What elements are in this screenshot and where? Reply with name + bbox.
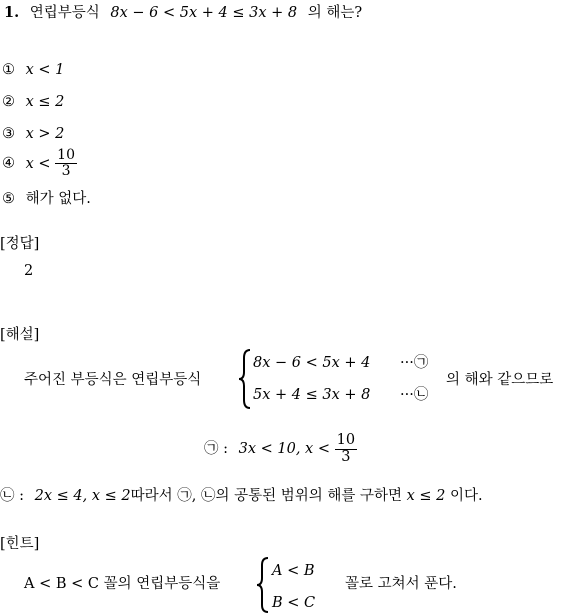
answer-value: 2: [24, 263, 34, 279]
hint-line-2: B < C: [272, 595, 316, 611]
equation-2-label: ㉡ :: [0, 488, 24, 504]
equation-2-end: 이다.: [449, 488, 483, 504]
choice-2: [2, 95, 64, 110]
choice-4-text: x <: [25, 155, 51, 172]
equation-2-text: 따라서 ㉠, ㉡의 공통된 범위의 해를 구하면: [130, 488, 402, 504]
hint-brace: [256, 556, 270, 614]
explanation-outro: 의 해와 같으므로: [446, 372, 554, 388]
choice-4-mark: ④: [2, 155, 15, 172]
explanation-header: [해설]: [0, 327, 40, 343]
system-line-2: 5x + 4 ≤ 3x + 8: [253, 387, 371, 403]
choice-3: [2, 127, 64, 142]
equation-1-numerator: 10: [336, 432, 356, 448]
choice-4: [2, 148, 77, 180]
hint-suffix: 꼴로 고쳐서 푼다.: [345, 576, 457, 592]
system-line-1-mark: ···㉠: [400, 355, 429, 371]
equation-1-denominator: 3: [341, 448, 351, 465]
question-suffix: 의 해는?: [307, 5, 363, 21]
choice-5: [2, 192, 91, 207]
choice-3-mark: ③: [2, 126, 15, 142]
equation-1-fraction: [335, 433, 357, 466]
choice-2-mark: ②: [2, 94, 15, 110]
choice-4-numerator: 10: [57, 147, 75, 163]
hint-line-1: A < B: [272, 563, 315, 579]
choice-4-denominator: 3: [61, 163, 71, 180]
equation-1-math: 3x < 10, x <: [238, 441, 330, 458]
question-number: 1.: [4, 4, 20, 21]
choice-1-text: x < 1: [25, 62, 65, 78]
choice-3-text: x > 2: [25, 126, 65, 142]
equation-1-label: ㉠ :: [204, 441, 228, 458]
equation-2: [0, 489, 483, 504]
system-brace: [238, 348, 252, 410]
hint-prefix: A < B < C 꼴의 연립부등식을: [24, 576, 221, 592]
question-prefix: 연립부등식: [29, 5, 100, 21]
question-math: 8x − 6 < 5x + 4 ≤ 3x + 8: [110, 5, 298, 21]
choice-4-fraction: [55, 148, 77, 180]
system-line-1: 8x − 6 < 5x + 4: [253, 355, 371, 371]
equation-2-result: x ≤ 2: [406, 488, 446, 504]
choice-5-mark: ⑤: [2, 191, 15, 207]
hint-header: [힌트]: [0, 536, 40, 552]
choice-1-mark: ①: [2, 62, 15, 78]
equation-1: [204, 433, 357, 466]
question-stem: [4, 6, 362, 21]
choice-5-text: 해가 없다.: [25, 191, 91, 207]
choice-1: [2, 63, 64, 78]
explanation-intro: 주어진 부등식은 연립부등식: [24, 372, 202, 388]
choice-2-text: x ≤ 2: [25, 94, 65, 110]
equation-2-math: 2x ≤ 4, x ≤ 2: [34, 488, 131, 504]
answer-header: [정답]: [0, 236, 40, 252]
system-line-2-mark: ···㉡: [400, 387, 429, 403]
